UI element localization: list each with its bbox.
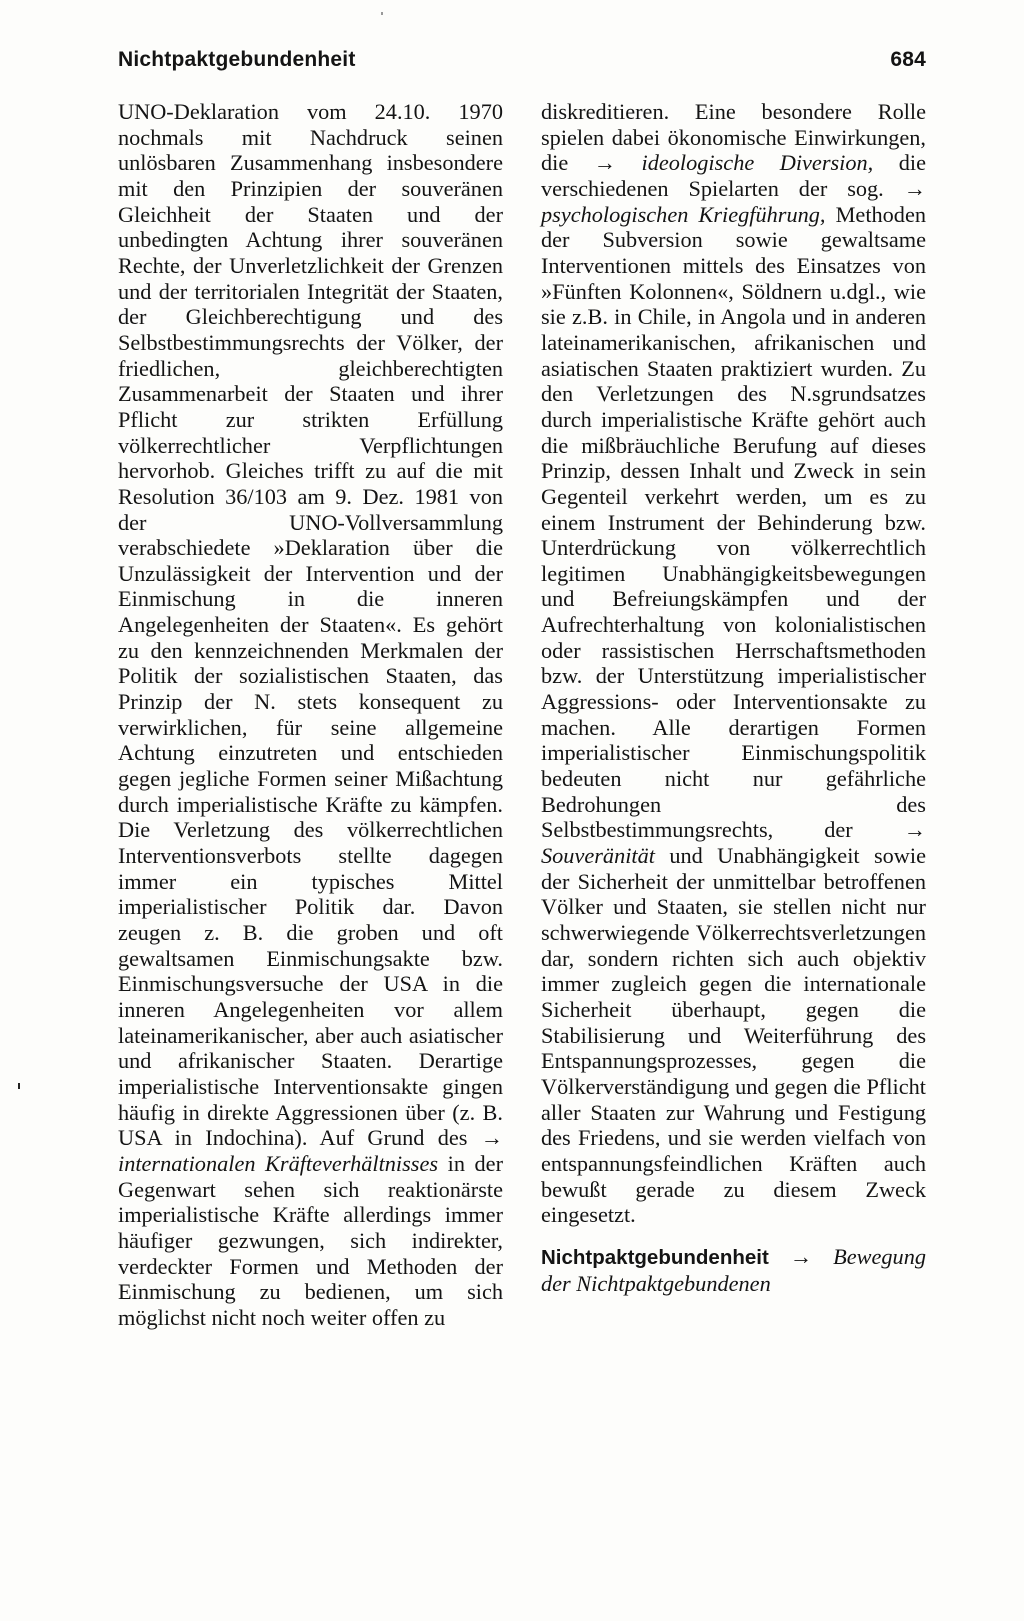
- body-text: die verschiedenen Spielarten der sog.: [541, 150, 926, 201]
- entry-lemma: Nichtpaktgebundenheit: [541, 1245, 769, 1269]
- cross-reference[interactable]: Bewegung der Nichtpaktgebundenen: [541, 1243, 927, 1296]
- dictionary-entry: [541, 1244, 926, 1296]
- body-text: UNO-Deklaration vom 24.10. 1970 nochmals mit Nachdruck seinen unlösbaren Zusammenhang insbesondere mit den Prinzipien der souveränen Gleichheit der Staaten und der unbedingten Achtung ihrer souveränen Rechte, der Unverletzlichkeit der Grenzen und der territorialen Integrität der Staaten, der Gleichberechtigung und des Selbstbestimmungsrechts der Völker, der friedlichen, gleichberechtigten Zusammenarbeit der Staaten und ihrer Pflicht zur strikten Erfüllung völkerrechtlicher Verpflichtungen hervorhob. Gleiches trifft zu auf die mit Resolution 36/103 am 9. Dez. 1981 von der UNO-Vollversammlung verabschiedete »Deklaration über die Unzulässigkeit der Intervention und der Einmischung in die inneren Angelegenheiten der Staaten«. Es gehört zu den kennzeichnenden Merkmalen der Politik der sozialistischen Staaten, das Prinzip der N. stets konsequent zu verwirklichen, für seine allgemeine Achtung einzutreten und entschieden gegen jegliche Formen seiner Mißachtung durch imperialistische Kräfte zu kämpfen. Die Verletzung des völkerrechtlichen Interventionsverbots stellte dagegen immer ein typisches Mittel imperialistischer Politik dar. Davon zeugen z. B. die groben und oft gewaltsamen Einmischungsakte bzw. Einmischungsversuche der USA in die inneren Angelegenheiten vor allem lateinamerikanischer, aber auch asiatischer und afrikanischer Staaten. Derartige imperialistische Interventionsakte gingen häufig in direkte Aggressionen über (z. B. USA in Indochina). Auf Grund des: [118, 99, 503, 1151]
- text-column-left: [118, 99, 503, 1331]
- running-title: Nichtpaktgebundenheit: [118, 48, 356, 71]
- cross-reference-arrow-icon: →: [903, 175, 926, 201]
- paragraph: [541, 99, 926, 1228]
- cross-reference[interactable]: internationalen Kräfteverhältnisses: [118, 1150, 439, 1176]
- cross-reference-arrow-icon: →: [480, 1125, 503, 1151]
- body-text: und Unabhängigkeit sowie der Sicherheit der unmittelbar betroffenen Völker und Staaten, sie stellen nicht nur schwerwiegende Völkerrechtsverletzungen dar, sondern richten sich auch objektiv immer zugleich gegen die internationale Sicherheit überhaupt, gegen die Stabilisierung und Weiterführung des Entspannungsprozesses, gegen die Völkerverständigung und gegen die Pflicht aller Staaten zur Wahrung und Festigung des Friedens, und sie werden vielfach von entspannungsfeindlichen Kräften auch bewußt gerade zu diesem Zweck eingesetzt.: [541, 843, 926, 1228]
- cross-reference-arrow-icon: →: [593, 150, 617, 176]
- cross-reference[interactable]: Souveränität: [541, 843, 655, 869]
- cross-reference[interactable]: psychologischen Kriegführung,: [541, 201, 826, 227]
- body-text: diskreditieren. Eine besondere Rolle spielen dabei ökonomische Einwirkungen, die: [541, 99, 926, 176]
- cross-reference-arrow-icon: →: [903, 817, 926, 843]
- cross-reference[interactable]: ideologische Diversion,: [641, 150, 874, 176]
- scan-speck: [18, 1083, 20, 1089]
- text-column-right: [541, 99, 926, 1296]
- cross-reference-arrow-icon: →: [789, 1243, 813, 1269]
- scan-speck: [381, 12, 383, 15]
- page-number: 684: [890, 48, 926, 71]
- body-text: in der Gegenwart sehen sich reaktionärste imperialistische Kräfte allerdings immer häufiger gezwungen, sich indirekter, verdeckter Formen und Methoden der Einmischung zu bedienen, um sich möglichst nicht noch weiter offen zu: [118, 1150, 503, 1330]
- paragraph: [118, 99, 503, 1331]
- body-text: Methoden der Subversion sowie gewaltsame Interventionen mittels des Einsatzes von »Fünften Kolonnen«, Söldnern u.dgl., wie sie z.B. in Chile, in Angola und in anderen lateinamerikanischen, afrikanischen und asiatischen Staaten praktiziert wurden. Zu den Verletzungen des N.sgrundsatzes durch imperialistische Kräfte gehört auch die mißbräuchliche Berufung auf dieses Prinzip, dessen Inhalt und Zweck in sein Gegenteil verkehrt werden, um es zu einem Instrument der Behinderung bzw. Unterdrückung von völkerrechtlich legitimen Unabhängigkeitsbewegungen und Befreiungskämpfen und der Aufrechterhaltung von kolonialistischen oder rassistischen Herrschaftsmethoden bzw. der Unterstützung imperialistischer Aggressions- oder Interventionsakte zu machen. Alle derartigen Formen imperialistischer Einmischungspolitik bedeuten nicht nur gefährliche Bedrohungen des Selbstbestimmungsrechts, der: [541, 201, 927, 843]
